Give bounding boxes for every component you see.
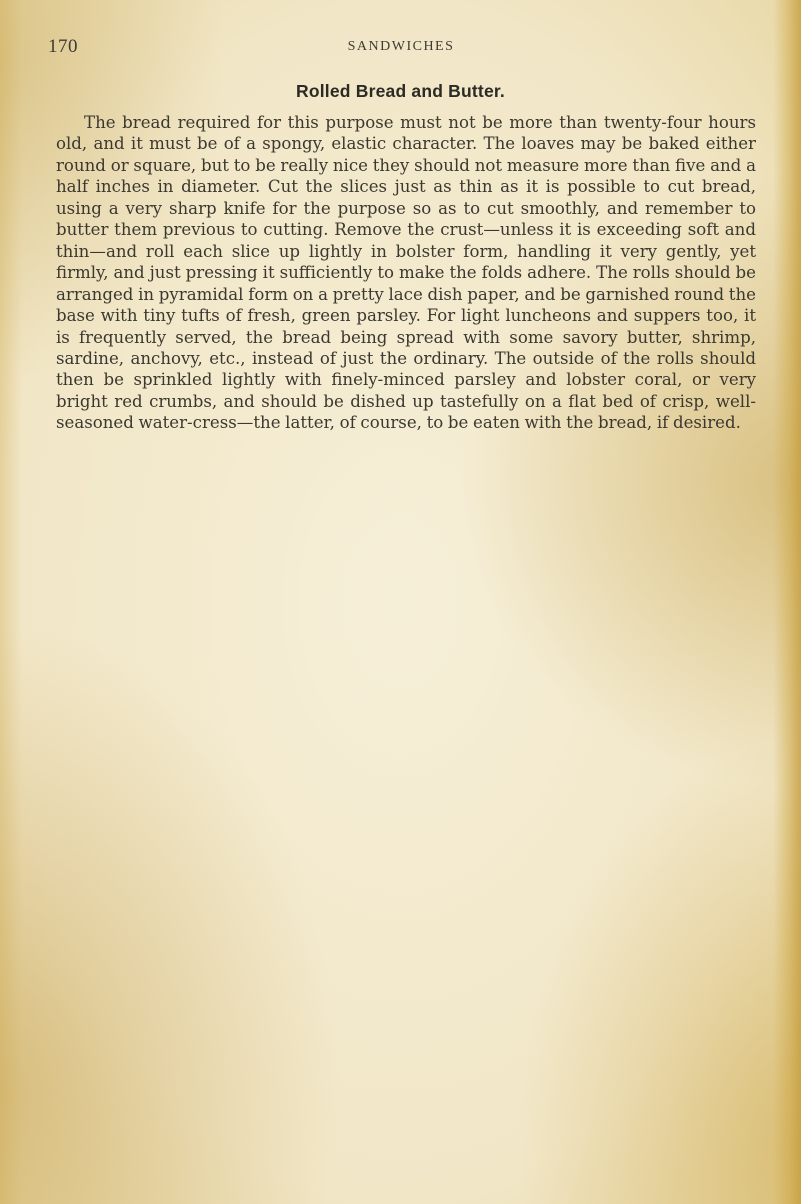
- section-heading: Rolled Bread and Butter.: [296, 81, 505, 101]
- page-number: 170: [48, 36, 78, 57]
- page-left-edge-shading: [0, 0, 22, 1204]
- running-title: SANDWICHES: [347, 39, 455, 54]
- page-right-edge-shading: [773, 0, 801, 1204]
- body-paragraph: The bread required for this purpose must not be more than twenty-four hours old, and it must be of a spongy, elastic character. The loaves may be baked either round or square, but to be really nice they should not measure more than five and a half inches in diameter. Cut the slices just as thin as it is possible to cut bread, using a very sharp knife for the purpose so as to cut smoothly, and remember to butter them previous to cutting. Remove the crust—unless it is exceeding soft and thin—and roll each slice up lightly in bolster form, handling it very gently, yet firmly, and just pressing it sufficiently to make the folds adhere. The rolls should be arranged in pyramidal form on a pretty lace dish paper, and be garnished round the base with tiny tufts of fresh, green parsley. For light luncheons and suppers too, it is frequently served, the bread being spread with some savory butter, shrimp, sardine, anchovy, etc., instead of just the ordinary. The outside of the rolls should then be sprinkled lightly with finely-minced parsley and lobster coral, or very bright red crumbs, and should be dished up tastefully on a flat bed of crisp, well-seasoned water-cress—the latter, of course, to be eaten with the bread, if desired.: [56, 113, 756, 433]
- running-head: [48, 36, 754, 60]
